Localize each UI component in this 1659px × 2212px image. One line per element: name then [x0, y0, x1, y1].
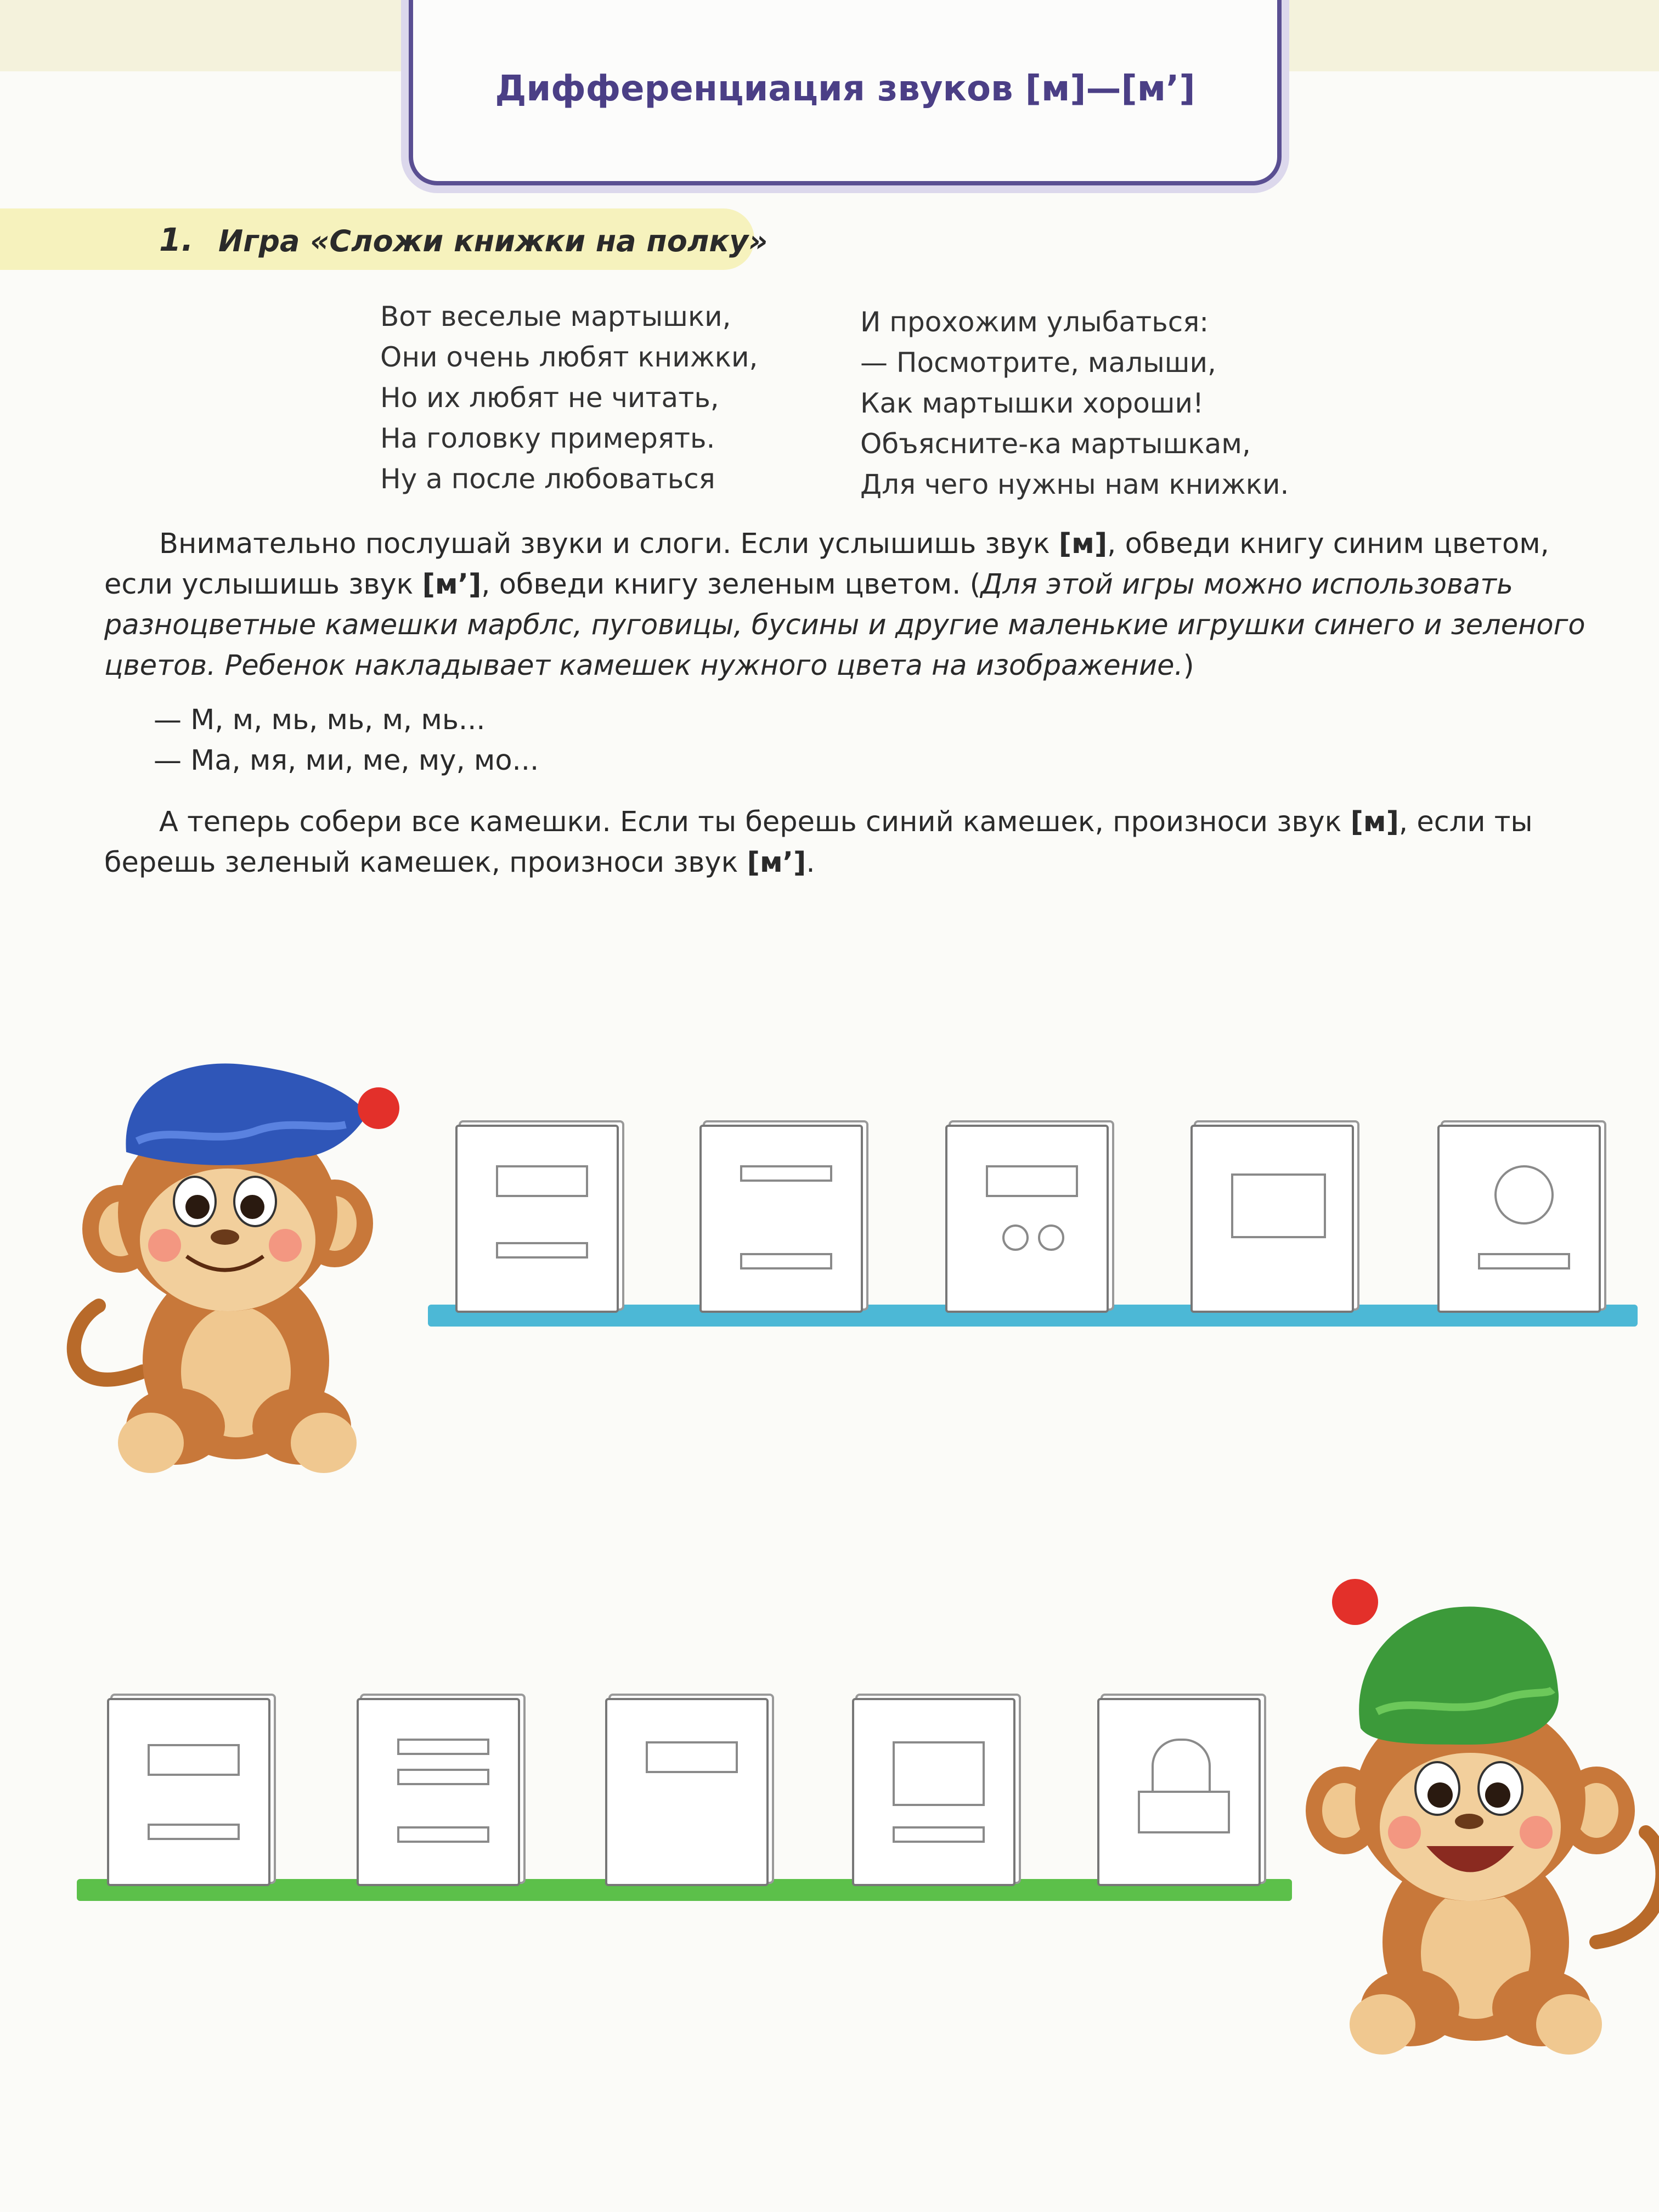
book[interactable] — [699, 1125, 863, 1313]
book-label-rect — [148, 1744, 240, 1776]
instruction-paragraph-1: Внимательно послушай звуки и слоги. Если услышишь звук [м], обведи книгу синим цветом, если услышишь звук [м’], обведи книгу зеленым цветом. (Для этой игры можно использовать разноцветные камешки марблс, пуговицы, бусины и другие маленькие игрушки синего и зеленого цветов. Ребенок накладывает камешек нужного цвета на изображение.) — [104, 528, 1585, 682]
book-label-rect — [740, 1165, 832, 1182]
poem-line: И прохожим улыбаться: — [860, 306, 1209, 338]
book-label-rect — [397, 1739, 489, 1755]
poem-line: Как мартышки хороши! — [860, 387, 1204, 419]
book[interactable] — [357, 1698, 520, 1886]
book[interactable] — [1437, 1125, 1601, 1313]
book-label-rect — [1478, 1253, 1570, 1269]
book-circle — [1038, 1224, 1064, 1251]
poem-line: Они очень любят книжки, — [380, 341, 758, 373]
book-circle — [1002, 1224, 1029, 1251]
book[interactable] — [1097, 1698, 1261, 1886]
book-label-rect — [986, 1165, 1078, 1197]
book[interactable] — [107, 1698, 270, 1886]
poem-line: На головку примерять. — [380, 422, 715, 454]
sound-line-1: — М, м, мь, мь, м, мь... — [154, 704, 486, 736]
poem-line: Ну а после любоваться — [380, 463, 715, 495]
monkey-green-hat-illustration — [1289, 1547, 1659, 2074]
poem-line: Вот веселые мартышки, — [380, 301, 731, 332]
book[interactable] — [455, 1125, 619, 1313]
poem-left-column — [380, 296, 758, 499]
book-semicircle — [1152, 1739, 1211, 1798]
book[interactable] — [1190, 1125, 1354, 1313]
poem-line: Но их любят не читать, — [380, 382, 719, 414]
book-label-rect — [397, 1826, 489, 1843]
title-box — [409, 0, 1282, 185]
book-label-rect — [496, 1165, 588, 1197]
task-title: Игра «Сложи книжки на полку» — [218, 224, 768, 258]
book-label-rect — [893, 1826, 985, 1843]
task-number: 1. — [159, 221, 194, 258]
poem-right-column — [860, 302, 1289, 505]
monkey-blue-hat-illustration — [38, 1020, 411, 1492]
poem-line: — Посмотрите, малыши, — [860, 347, 1216, 379]
poem-line: Для чего нужны нам книжки. — [860, 469, 1289, 500]
book-label-rect — [740, 1253, 832, 1269]
book-label-rect — [148, 1824, 240, 1840]
book[interactable] — [605, 1698, 769, 1886]
book-label-rect — [893, 1741, 985, 1806]
book-label-rect — [1138, 1791, 1230, 1833]
page-title: Дифференциация звуков [м]—[м’] — [495, 69, 1195, 109]
sound-line-2: — Ма, мя, ми, ме, му, мо... — [154, 744, 539, 777]
book-label-rect — [397, 1769, 489, 1785]
book[interactable] — [852, 1698, 1015, 1886]
parent-note: Для этой игры можно использовать разноцветные камешки марблс, пуговицы, бусины и другие маленькие игрушки синего и зеленого цветов. Ребенок накладывает камешек нужного цвета на изображение. — [104, 568, 1585, 682]
instruction-paragraph-2: А теперь собери все камешки. Если ты берешь синий камешек, произноси звук [м], если ты берешь зеленый камешек, произноси звук [м’]. — [104, 806, 1533, 879]
book[interactable] — [945, 1125, 1109, 1313]
book-label-rect — [496, 1242, 588, 1259]
book-circle — [1494, 1165, 1554, 1224]
book-label-rect — [1231, 1173, 1326, 1238]
poem-line: Объясните-ка мартышкам, — [860, 428, 1251, 460]
book-label-rect — [646, 1741, 738, 1773]
